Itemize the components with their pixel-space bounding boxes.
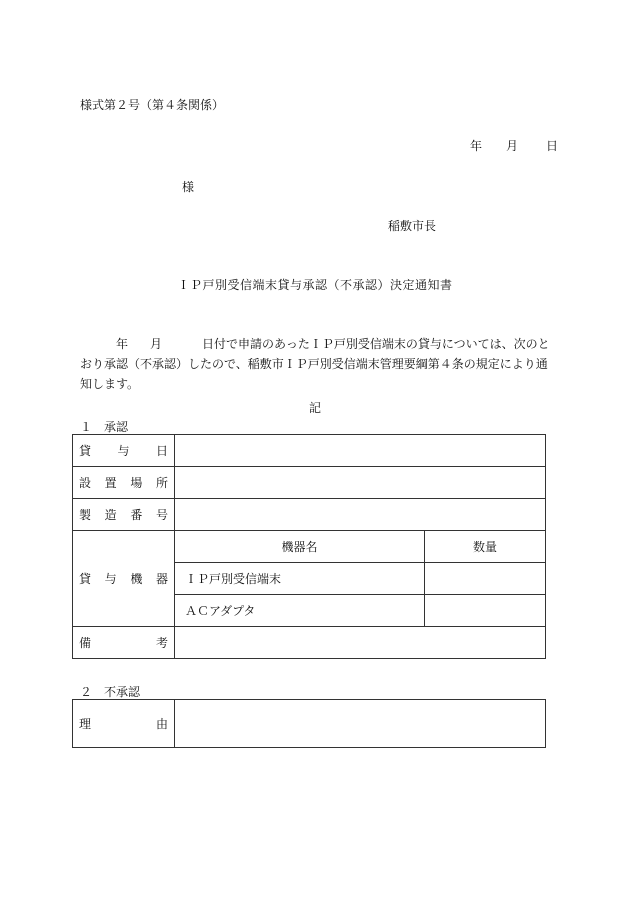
label-lending-date — [73, 435, 175, 467]
issuer: 稲敷市長 — [388, 219, 437, 233]
label-char: 理 — [79, 717, 92, 731]
row-location — [73, 467, 546, 499]
label-char: 考 — [155, 636, 168, 650]
row-equipment-header — [73, 531, 546, 563]
label-char: 貸 — [79, 444, 92, 458]
label-char: 備 — [79, 636, 92, 650]
label-char: 日 — [155, 444, 168, 458]
body-text-line1: 日付で申請のあったＩＰ戸別受信端末の貸与については、次のとおり — [80, 337, 550, 371]
header-date — [470, 137, 558, 154]
label-char: 造 — [104, 508, 117, 522]
value-lending-date[interactable] — [175, 435, 546, 467]
value-location[interactable] — [175, 467, 546, 499]
body-text-rest: 承認（不承認）したので、稲敷市ＩＰ戸別受信端末管理要綱第４条の規定により通知します。 — [80, 357, 548, 391]
label-serial — [73, 499, 175, 531]
addressee: 様 — [182, 180, 195, 194]
body-date-year: 年 — [116, 337, 129, 351]
equipment-name: ＩＰ戸別受信端末 — [175, 563, 425, 595]
approval-table — [72, 434, 546, 659]
label-char: 器 — [155, 572, 168, 586]
label-location — [73, 467, 175, 499]
label-char: 番 — [130, 508, 143, 522]
row-remarks — [73, 627, 546, 659]
equipment-quantity[interactable] — [425, 595, 546, 627]
row-serial — [73, 499, 546, 531]
value-remarks[interactable] — [175, 627, 546, 659]
row-lending-date — [73, 435, 546, 467]
value-serial[interactable] — [175, 499, 546, 531]
section2-heading: ２ 不承認 — [80, 685, 141, 699]
label-remarks — [73, 627, 175, 659]
equipment-name: ＡＣアダプタ — [175, 595, 425, 627]
row-reason — [73, 700, 546, 748]
label-equipment — [73, 531, 175, 627]
label-char: 由 — [155, 717, 168, 731]
ki-marker: 記 — [308, 401, 321, 415]
value-reason[interactable] — [175, 700, 546, 748]
label-char: 機 — [130, 572, 143, 586]
col-header-equipment-name: 機器名 — [175, 531, 425, 563]
label-char: 製 — [79, 508, 92, 522]
col-header-quantity: 数量 — [425, 531, 546, 563]
section1-heading: １ 承認 — [80, 420, 129, 434]
label-reason — [73, 700, 175, 748]
document-title: ＩＰ戸別受信端末貸与承認（不承認）決定通知書 — [177, 278, 453, 292]
body-text — [80, 334, 552, 394]
label-char: 号 — [155, 508, 168, 522]
label-char: 貸 — [79, 572, 92, 586]
date-month: 月 — [506, 139, 519, 153]
date-day: 日 — [546, 139, 559, 153]
form-number: 様式第２号（第４条関係） — [80, 98, 225, 112]
body-date-month: 月 — [150, 337, 163, 351]
label-char: 与 — [104, 572, 117, 586]
label-char: 設 — [79, 476, 92, 490]
label-char: 所 — [155, 476, 168, 490]
label-char: 置 — [104, 476, 117, 490]
rejection-table — [72, 699, 546, 748]
label-char: 場 — [130, 476, 143, 490]
equipment-quantity[interactable] — [425, 563, 546, 595]
date-year: 年 — [470, 139, 483, 153]
label-char: 与 — [117, 444, 130, 458]
